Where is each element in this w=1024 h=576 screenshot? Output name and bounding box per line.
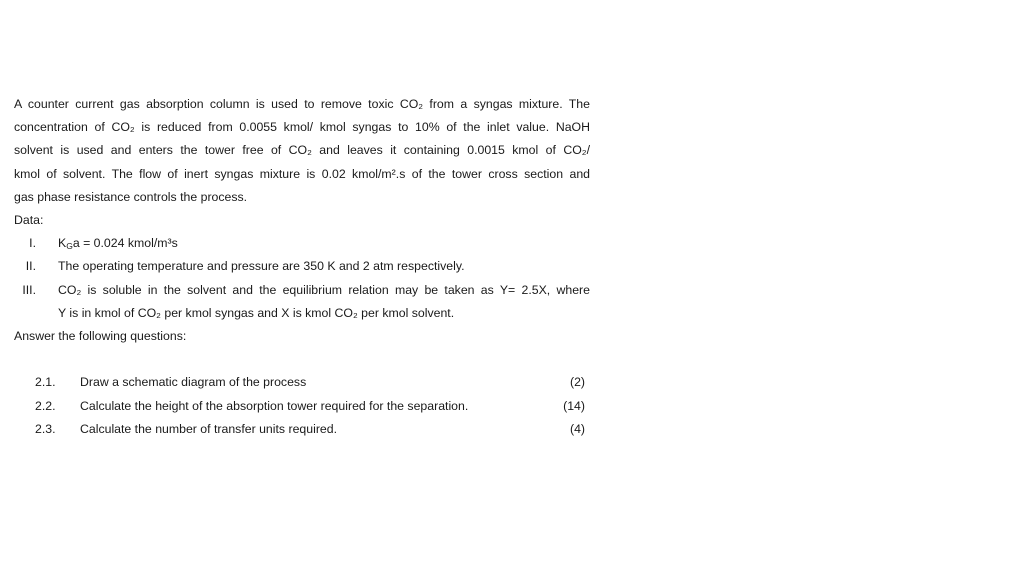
data-item-text: $K_Ga = 0.024$ kmol/m³s: [58, 236, 178, 252]
question-row: [14, 395, 590, 418]
question-marks: (4): [569, 421, 585, 436]
question-number: 2.3.: [35, 421, 56, 436]
data-item-number: II.: [25, 259, 36, 274]
intro-line: gas phase resistance controls the process.: [14, 189, 248, 204]
intro-line: kmol of solvent. The flow of inert syngas mixture is 0.02 kmol/m².s of the tower cross section and: [14, 166, 590, 181]
data-item: [14, 279, 590, 325]
data-item-text: The operating temperature and pressure are 350 K and 2 atm respectively.: [58, 259, 465, 274]
data-item-number: III.: [22, 282, 36, 297]
problem-intro: [14, 93, 590, 209]
data-heading: Data:: [14, 213, 44, 228]
question-text: Calculate the number of transfer units required.: [80, 421, 338, 436]
data-item: [14, 255, 590, 278]
intro-line: A counter current gas absorption column is used to remove toxic CO₂ from a syngas mixture. The: [14, 97, 590, 111]
question-marks: (14): [563, 398, 585, 413]
question-number: 2.2.: [35, 398, 56, 413]
intro-line: solvent is used and enters the tower free of CO₂ and leaves it containing 0.0015 kmol of CO₂/: [14, 143, 590, 158]
question-row: [14, 371, 590, 394]
question-text: Draw a schematic diagram of the process: [80, 375, 307, 390]
question-text: Calculate the height of the absorption tower required for the separation.: [80, 398, 469, 413]
intro-line: concentration of CO₂ is reduced from 0.0055 kmol/ kmol syngas to 10% of the inlet value. NaOH: [14, 120, 590, 135]
question-row: [14, 418, 590, 441]
problem-document: [14, 93, 590, 441]
data-item: [14, 232, 590, 255]
data-item-text: CO₂ is soluble in the solvent and the equilibrium relation may be taken as Y= 2.5X, where: [58, 282, 590, 297]
question-marks: (2): [569, 375, 585, 390]
data-item-text: Y is in kmol of CO₂ per kmol syngas and X is kmol CO₂ per kmol solvent.: [58, 305, 455, 320]
answer-heading: Answer the following questions:: [14, 329, 187, 344]
data-item-number: I.: [29, 236, 36, 251]
question-number: 2.1.: [35, 375, 56, 390]
